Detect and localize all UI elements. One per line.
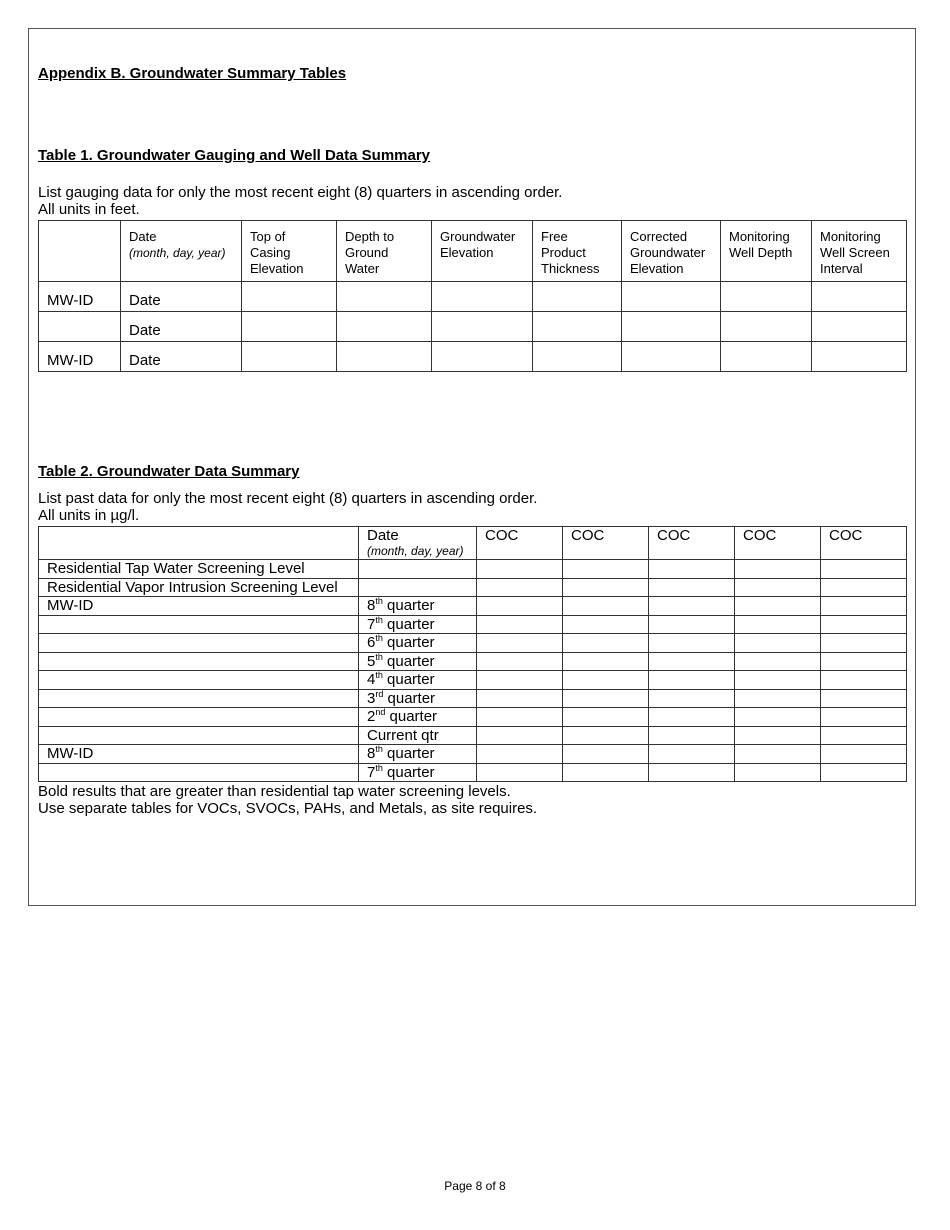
data-cell <box>563 671 649 690</box>
well-id-cell: MW-ID <box>39 342 121 372</box>
data-cell <box>649 671 735 690</box>
quarter-suffix: th <box>375 762 383 773</box>
data-cell <box>649 597 735 616</box>
header-cell <box>721 221 812 282</box>
table-row <box>39 708 907 727</box>
data-cell <box>563 689 649 708</box>
quarter-word: quarter <box>382 652 435 670</box>
quarter-cell <box>359 745 477 764</box>
header-line: Product <box>541 245 586 260</box>
data-cell <box>735 745 821 764</box>
quarter-cell <box>359 560 477 579</box>
data-cell <box>563 745 649 764</box>
data-cell <box>649 689 735 708</box>
data-cell <box>337 312 432 342</box>
row-label-cell <box>39 763 359 782</box>
header-line: Monitoring <box>729 229 790 244</box>
data-cell <box>649 615 735 634</box>
table2-intro-line: List past data for only the most recent eight (8) quarters in ascending order. <box>38 490 538 507</box>
data-cell <box>242 282 337 312</box>
data-cell <box>649 708 735 727</box>
row-label-cell: Residential Vapor Intrusion Screening Level <box>39 578 359 597</box>
data-cell <box>821 671 907 690</box>
row-label-cell <box>39 726 359 745</box>
data-cell <box>821 745 907 764</box>
table-row <box>39 726 907 745</box>
quarter-cell <box>359 634 477 653</box>
table-row <box>39 634 907 653</box>
data-cell <box>563 615 649 634</box>
quarter-cell <box>359 615 477 634</box>
header-line: Groundwater <box>630 245 706 260</box>
data-cell <box>821 726 907 745</box>
data-cell <box>821 597 907 616</box>
quarter-suffix: th <box>375 633 383 643</box>
quarter-suffix: th <box>375 744 383 754</box>
data-cell <box>649 634 735 653</box>
quarter-number: 2 <box>367 708 376 725</box>
header-line: Elevation <box>630 261 684 276</box>
quarter-suffix: th <box>375 670 383 680</box>
quarter-cell <box>359 726 477 745</box>
data-cell <box>563 763 649 782</box>
table-row <box>39 578 907 597</box>
header-label: Date <box>367 527 399 544</box>
row-label-cell <box>39 652 359 671</box>
data-cell <box>821 708 907 727</box>
header-cell-blank <box>39 527 359 560</box>
table-row <box>39 689 907 708</box>
quarter-word: quarter <box>382 745 435 762</box>
header-cell <box>432 221 533 282</box>
table-row <box>39 745 907 764</box>
table-row <box>39 342 907 372</box>
gauging-table <box>38 220 907 372</box>
data-cell <box>477 763 563 782</box>
header-sublabel: (month, day, year) <box>129 246 226 260</box>
row-label-cell <box>39 689 359 708</box>
quarter-word: quarter <box>382 634 435 651</box>
data-cell <box>477 726 563 745</box>
data-cell <box>533 282 622 312</box>
table-row <box>39 671 907 690</box>
quarter-word: quarter <box>382 763 435 781</box>
table-row <box>39 652 907 671</box>
data-cell <box>477 745 563 764</box>
data-cell <box>477 652 563 671</box>
note-line: Use separate tables for VOCs, SVOCs, PAHs, and Metals, as site requires. <box>38 800 538 817</box>
row-label-cell: MW-ID <box>39 745 359 764</box>
data-cell <box>821 634 907 653</box>
table-row <box>39 560 907 579</box>
quarter-number: Current qtr <box>367 726 439 744</box>
quarter-cell <box>359 597 477 616</box>
data-cell <box>242 342 337 372</box>
table-header-row <box>39 221 907 282</box>
data-cell <box>812 282 907 312</box>
data-cell <box>477 634 563 653</box>
data-cell <box>242 312 337 342</box>
data-cell <box>563 708 649 727</box>
note-line: Bold results that are greater than residential tap water screening levels. <box>38 783 511 800</box>
data-cell <box>477 671 563 690</box>
data-cell <box>735 671 821 690</box>
quarter-word: quarter <box>382 597 435 614</box>
data-cell <box>563 560 649 579</box>
table-header-row <box>39 527 907 560</box>
header-line: Corrected <box>630 229 688 244</box>
table2-notes <box>38 783 537 817</box>
data-cell <box>721 282 812 312</box>
header-line: Ground <box>345 245 389 260</box>
data-cell <box>721 312 812 342</box>
date-cell: Date <box>121 312 242 342</box>
table-row <box>39 615 907 634</box>
header-line: Interval <box>820 261 863 276</box>
table-row <box>39 763 907 782</box>
header-cell <box>337 221 432 282</box>
data-cell <box>821 652 907 671</box>
data-cell <box>563 634 649 653</box>
data-cell <box>622 342 721 372</box>
quarter-word: quarter <box>382 615 435 633</box>
groundwater-data-table <box>38 526 907 782</box>
table1-intro <box>38 184 562 218</box>
data-cell <box>735 708 821 727</box>
data-cell <box>477 689 563 708</box>
table-row <box>39 597 907 616</box>
table-row <box>39 282 907 312</box>
table2-body <box>39 560 907 782</box>
appendix-title: Appendix B. Groundwater Summary Tables <box>38 65 347 82</box>
page-footer: Page 8 of 8 <box>444 1179 506 1193</box>
data-cell <box>563 597 649 616</box>
data-cell <box>735 763 821 782</box>
data-cell <box>735 615 821 634</box>
data-cell <box>821 615 907 634</box>
quarter-word: quarter <box>382 671 435 688</box>
row-label-cell <box>39 615 359 634</box>
quarter-cell <box>359 671 477 690</box>
data-cell <box>821 560 907 579</box>
header-label: Date <box>129 229 157 244</box>
table1-intro-line: All units in feet. <box>38 201 140 218</box>
data-cell <box>821 578 907 597</box>
data-cell <box>821 689 907 708</box>
quarter-number: 8 <box>367 745 376 762</box>
data-cell <box>337 282 432 312</box>
header-cell-date <box>121 221 242 282</box>
row-label-cell: Residential Tap Water Screening Level <box>39 560 359 579</box>
quarter-cell <box>359 689 477 708</box>
coc-header: COC <box>477 527 563 560</box>
data-cell <box>735 726 821 745</box>
data-cell <box>649 726 735 745</box>
data-cell <box>477 578 563 597</box>
row-label-cell <box>39 671 359 690</box>
quarter-suffix: th <box>375 651 383 662</box>
quarter-word: quarter <box>383 689 436 707</box>
coc-header: COC <box>821 527 907 560</box>
header-cell <box>812 221 907 282</box>
data-cell <box>649 560 735 579</box>
data-cell <box>721 342 812 372</box>
header-line: Elevation <box>250 261 304 276</box>
coc-header: COC <box>563 527 649 560</box>
header-sublabel: (month, day, year) <box>367 544 464 558</box>
data-cell <box>477 560 563 579</box>
header-cell-blank <box>39 221 121 282</box>
data-cell <box>563 578 649 597</box>
coc-header: COC <box>735 527 821 560</box>
data-cell <box>821 763 907 782</box>
coc-header: COC <box>649 527 735 560</box>
data-cell <box>735 652 821 671</box>
header-cell-date <box>359 527 477 560</box>
data-cell <box>649 763 735 782</box>
well-id-cell <box>39 312 121 342</box>
data-cell <box>533 342 622 372</box>
well-id-cell: MW-ID <box>39 282 121 312</box>
quarter-number: 7 <box>367 763 376 781</box>
table1-intro-line: List gauging data for only the most recent eight (8) quarters in ascending order. <box>38 184 563 201</box>
header-line: Casing <box>250 245 291 260</box>
header-line: Depth to <box>345 229 395 244</box>
data-cell <box>735 689 821 708</box>
quarter-number: 8 <box>367 597 376 614</box>
date-cell: Date <box>121 282 242 312</box>
header-line: Water <box>345 261 380 276</box>
data-cell <box>477 615 563 634</box>
header-line: Free <box>541 229 568 244</box>
quarter-number: 3 <box>367 689 376 707</box>
quarter-cell <box>359 708 477 727</box>
data-cell <box>477 597 563 616</box>
quarter-number: 6 <box>367 634 376 651</box>
data-cell <box>735 578 821 597</box>
row-label-cell: MW-ID <box>39 597 359 616</box>
header-cell <box>622 221 721 282</box>
quarter-suffix: nd <box>375 707 386 717</box>
row-label-cell <box>39 708 359 727</box>
quarter-number: 4 <box>367 671 376 688</box>
quarter-cell <box>359 652 477 671</box>
table2-intro-line: All units in µg/l. <box>38 507 140 524</box>
quarter-cell <box>359 763 477 782</box>
data-cell <box>812 342 907 372</box>
quarter-number: 5 <box>367 652 376 670</box>
header-line: Well Depth <box>729 245 793 260</box>
data-cell <box>563 652 649 671</box>
data-cell <box>563 726 649 745</box>
header-cell <box>533 221 622 282</box>
quarter-cell <box>359 578 477 597</box>
data-cell <box>432 312 533 342</box>
header-line: Well Screen <box>820 245 890 260</box>
quarter-word: quarter <box>385 708 438 725</box>
table1-title: Table 1. Groundwater Gauging and Well Data Summary <box>38 147 431 164</box>
table2-title: Table 2. Groundwater Data Summary <box>38 463 300 480</box>
data-cell <box>735 597 821 616</box>
date-cell: Date <box>121 342 242 372</box>
quarter-suffix: th <box>375 596 383 606</box>
data-cell <box>337 342 432 372</box>
data-cell <box>622 282 721 312</box>
data-cell <box>533 312 622 342</box>
header-line: Groundwater <box>440 229 516 244</box>
table2-intro <box>38 490 537 524</box>
data-cell <box>649 652 735 671</box>
data-cell <box>432 342 533 372</box>
header-line: Elevation <box>440 245 494 260</box>
quarter-suffix: th <box>375 614 383 625</box>
header-cell <box>242 221 337 282</box>
table-row <box>39 312 907 342</box>
header-line: Monitoring <box>820 229 881 244</box>
data-cell <box>735 560 821 579</box>
data-cell <box>649 745 735 764</box>
quarter-number: 7 <box>367 615 376 633</box>
header-line: Thickness <box>541 261 600 276</box>
data-cell <box>812 312 907 342</box>
quarter-suffix: rd <box>375 688 384 699</box>
row-label-cell <box>39 634 359 653</box>
header-line: Top of <box>250 229 286 244</box>
data-cell <box>432 282 533 312</box>
data-cell <box>735 634 821 653</box>
data-cell <box>649 578 735 597</box>
data-cell <box>622 312 721 342</box>
data-cell <box>477 708 563 727</box>
